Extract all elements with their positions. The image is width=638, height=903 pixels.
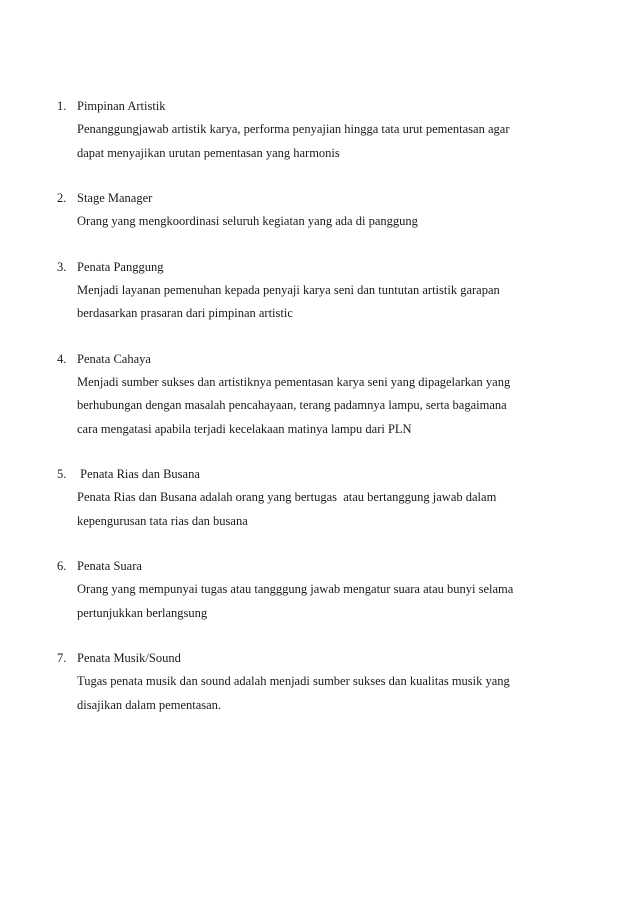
list-item <box>57 463 577 533</box>
list-item <box>57 256 577 326</box>
description-line: disajikan dalam pementasan. <box>77 697 222 712</box>
item-number: 6. <box>57 559 67 573</box>
item-title: Penata Rias dan Busana <box>77 467 200 481</box>
description-line: pertunjukkan berlangsung <box>77 605 208 620</box>
description-line: Penata Rias dan Busana adalah orang yang bertugas atau bertanggung jawab dalam <box>77 490 497 504</box>
item-title: Penata Musik/Sound <box>77 651 181 665</box>
item-number: 7. <box>57 651 67 665</box>
item-description <box>77 371 577 442</box>
item-description <box>77 210 577 234</box>
item-title: Stage Manager <box>77 191 153 205</box>
item-number: 5. <box>57 467 67 481</box>
item-title: Penata Panggung <box>77 259 164 274</box>
item-heading <box>57 95 577 118</box>
description-line: Orang yang mengkoordinasi seluruh kegiatan yang ada di panggung <box>77 214 418 228</box>
item-heading <box>57 463 577 486</box>
list-item <box>57 647 577 717</box>
item-heading <box>57 256 577 279</box>
list-item <box>57 95 577 165</box>
list-item <box>57 187 577 234</box>
list-item <box>57 348 577 442</box>
item-description <box>77 279 577 326</box>
description-line: Menjadi sumber sukses dan artistiknya pementasan karya seni yang dipagelarkan yang <box>77 374 511 389</box>
description-line: Tugas penata musik dan sound adalah menjadi sumber sukses dan kualitas musik yang <box>77 674 510 688</box>
description-line: Penanggungjawab artistik karya, performa penyajian hingga tata urut pementasan agar <box>77 122 510 136</box>
item-number: 3. <box>57 259 67 274</box>
item-number: 2. <box>57 191 67 205</box>
description-line: berhubungan dengan masalah pencahayaan, terang padamnya lampu, serta bagaimana <box>77 398 507 412</box>
item-description <box>77 670 577 717</box>
item-heading <box>57 555 577 578</box>
item-description <box>77 118 577 165</box>
item-number: 1. <box>57 99 67 113</box>
description-line: kepengurusan tata rias dan busana <box>77 513 248 528</box>
item-title: Penata Suara <box>77 559 142 573</box>
item-description <box>77 578 577 625</box>
item-description <box>77 486 577 533</box>
item-title: Pimpinan Artistik <box>77 99 166 113</box>
description-line: Menjadi layanan pemenuhan kepada penyaji karya seni dan tuntutan artistik garapan <box>77 282 500 297</box>
description-line: berdasarkan prasaran dari pimpinan artistic <box>77 306 293 320</box>
item-number: 4. <box>57 351 67 366</box>
role-list <box>57 95 577 739</box>
description-line: cara mengatasi apabila terjadi kecelakaan matinya lampu dari PLN <box>77 421 412 436</box>
list-item <box>57 555 577 625</box>
description-line: Orang yang mempunyai tugas atau tangggung jawab mengatur suara atau bunyi selama <box>77 582 514 596</box>
item-title: Penata Cahaya <box>77 351 151 366</box>
item-heading <box>57 647 577 670</box>
item-heading <box>57 348 577 371</box>
item-heading <box>57 187 577 210</box>
description-line: dapat menyajikan urutan pementasan yang harmonis <box>77 145 340 160</box>
